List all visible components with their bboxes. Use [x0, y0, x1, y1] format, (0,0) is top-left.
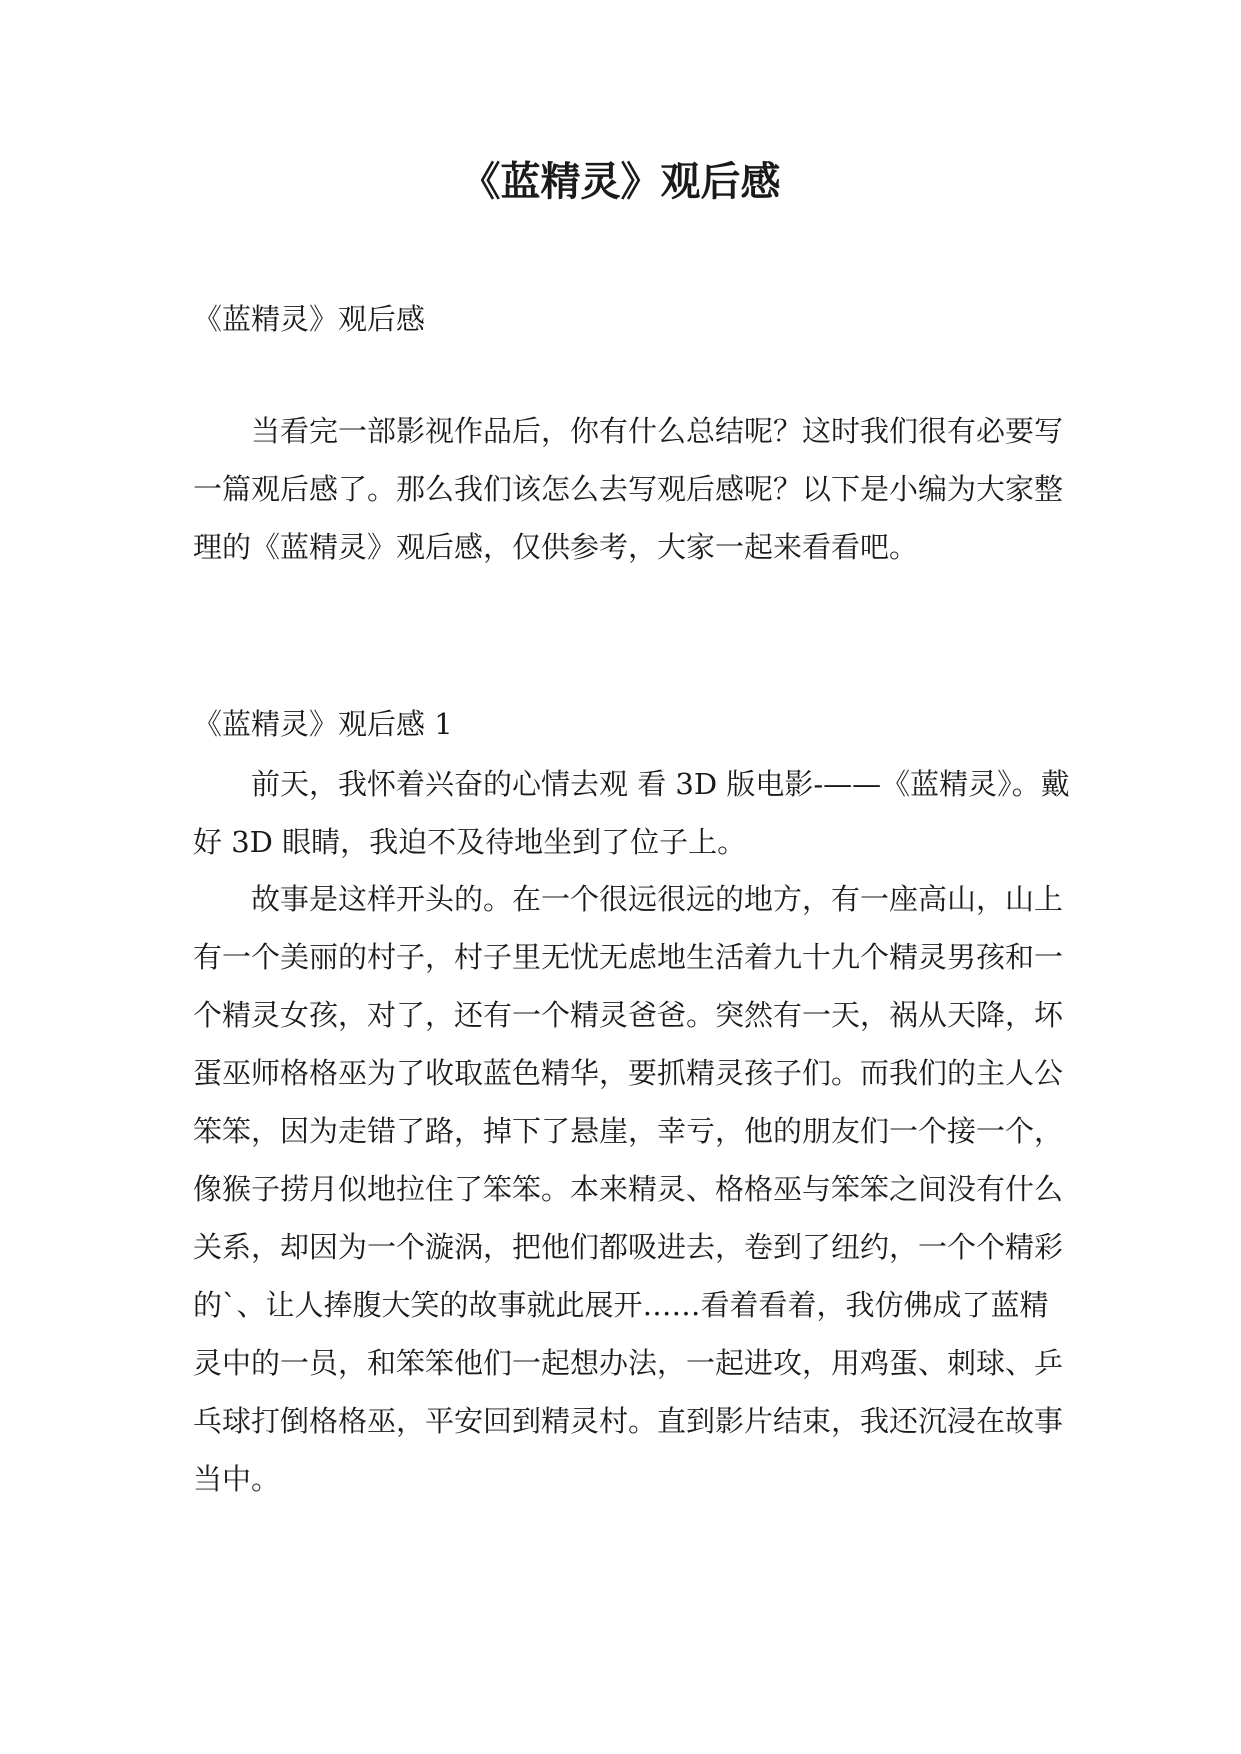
section-heading: 《蓝精灵》观后感 1: [193, 707, 453, 741]
intro-paragraph: 当看完一部影视作品后，你有什么总结呢？这时我们很有必要写一篇观后感了。那么我们该怎么去写观后感呢？以下是小编为大家整理的《蓝精灵》观后感，仅供参考，大家一起来看看吧。: [193, 414, 1064, 564]
document-title: 《蓝精灵》观后感: [460, 159, 781, 205]
document-subtitle: 《蓝精灵》观后感: [193, 302, 426, 336]
body-paragraph: 故事是这样开头的。在一个很远很远的地方，有一座高山，山上有一个美丽的村子，村子里无忧无虑地生活着九十九个精灵男孩和一个精灵女孩，对了，还有一个精灵爸爸。突然有一天，祸从天降，坏蛋巫师格格巫为了收取蓝色精华，要抓精灵孩子们。而我们的主人公笨笨，因为走错了路，掉下了悬崖，幸亏，他的朋友们一个接一个，像猴子捞月似地拉住了笨笨。本来精灵、格格巫与笨笨之间没有什么关系，却因为一个漩涡，把他们都吸进去，卷到了纽约，一个个精彩的`、让人捧腹大笑的故事就此展开……看着看着，我仿佛成了蓝精灵中的一员，和笨笨他们一起想办法，一起进攻，用鸡蛋、刺球、乒乓球打倒格格巫，平安回到精灵村。直到影片结束，我还沉浸在故事当中。: [193, 882, 1064, 1496]
body-paragraph: 前天，我怀着兴奋的心情去观 看 3D 版电影-——《蓝精灵》。戴好 3D 眼睛，我迫不及待地坐到了位子上。: [193, 767, 1070, 859]
